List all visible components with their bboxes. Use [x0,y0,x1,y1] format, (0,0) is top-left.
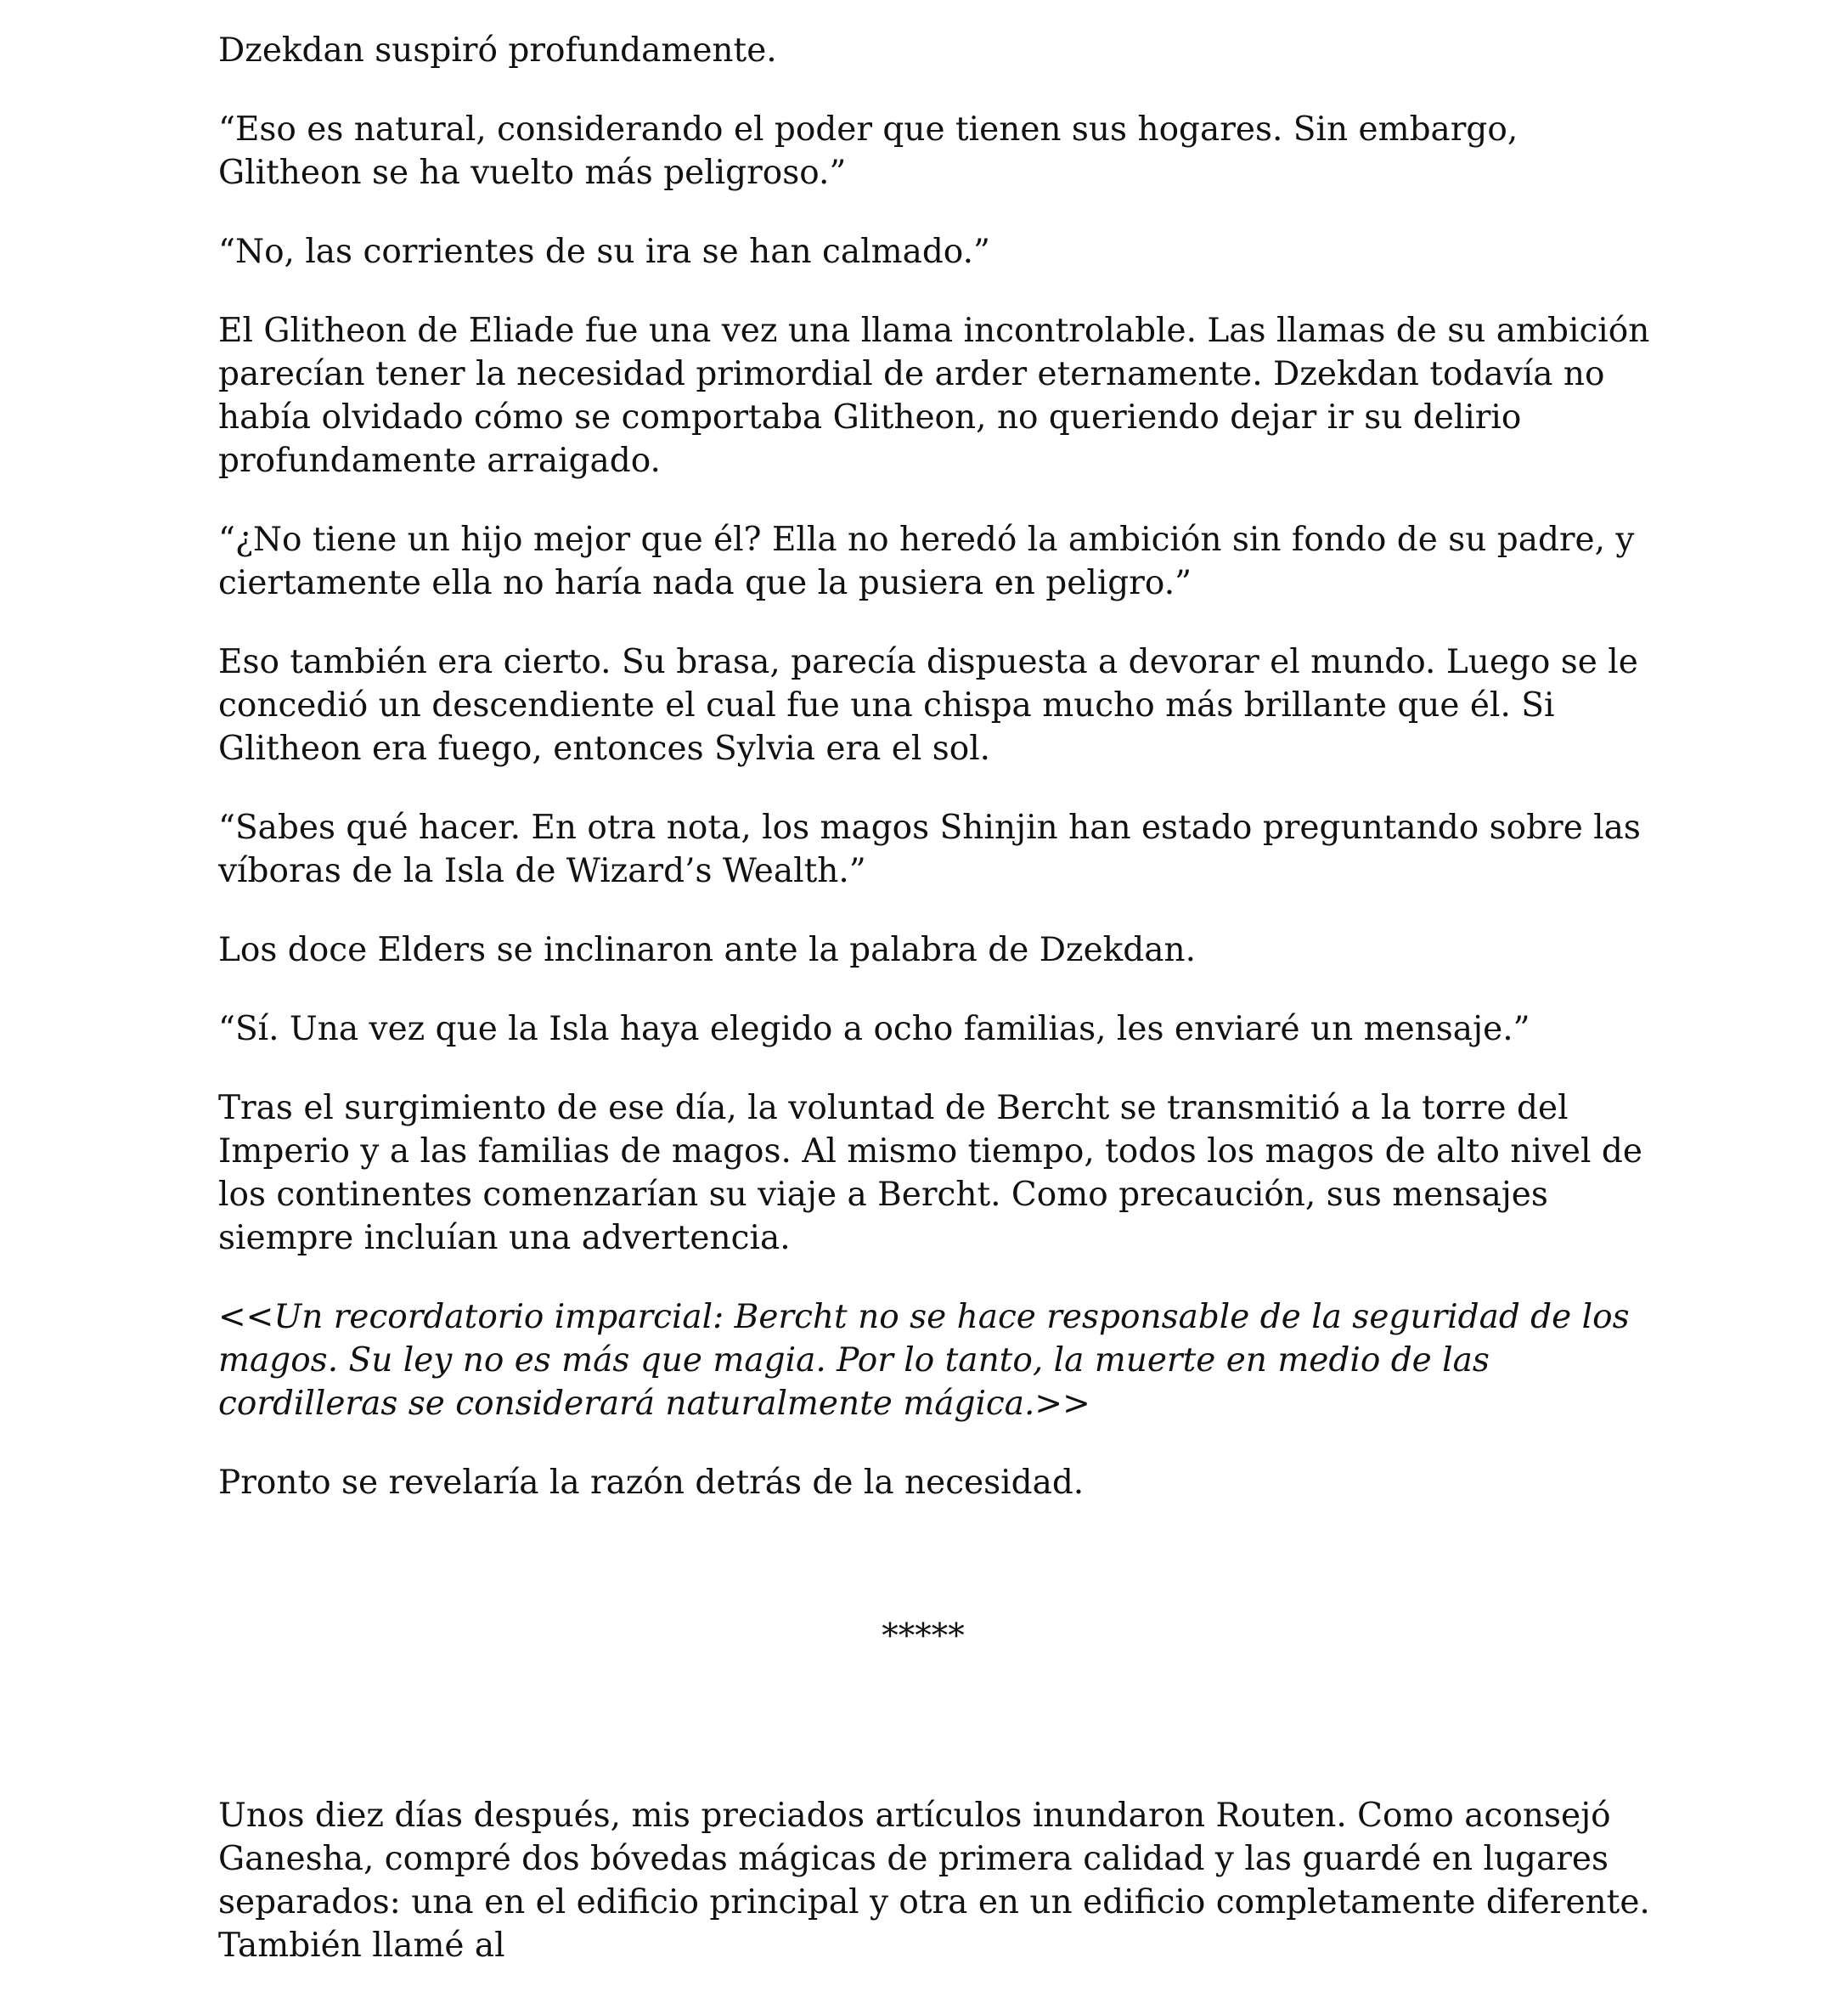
closing-paragraph: Unos diez días después, mis preciados artículos inundaron Routen. Como aconsejó Ganesha, compré dos bóvedas mágicas de primera calidad y las guardé en lugares separados: una en el edificio principal y otra en un edificio completamente diferente. También llamé al [218,1797,1650,1965]
paragraph: “Sí. Una vez que la Isla haya elegido a ocho familias, les enviaré un mensaje.” [218,1010,1530,1048]
document-page [218,29,1662,2003]
paragraph: El Glitheon de Eliade fue una vez una llama incontrolable. Las llamas de su ambición parecían tener la necesidad primordial de arder eternamente. Dzekdan todavía no había olvidado cómo se comportaba Glitheon, no queriendo dejar ir su delirio profundamente arraigado. [218,312,1650,480]
paragraph: Pronto se revelaría la razón detrás de la necesidad. [218,1464,1085,1502]
paragraph: “Eso es natural, considerando el poder que tienen sus hogares. Sin embargo, Glitheon se ha vuelto más peligroso.” [218,110,1518,192]
paragraph: “No, las corrientes de su ira se han calmado.” [218,233,990,271]
paragraph: Tras el surgimiento de ese día, la voluntad de Bercht se transmitió a la torre del Imperio y a las familias de magos. Al mismo tiempo, todos los magos de alto nivel de los continentes comenzarían su viaje a Bercht. Como precaución, sus mensajes siempre incluían una advertencia. [218,1089,1642,1257]
paragraph: “Sabes qué hacer. En otra nota, los magos Shinjin han estado preguntando sobre las víboras de la Isla de Wizard’s Wealth.” [218,809,1641,890]
italic-warning-paragraph: <<Un recordatorio imparcial: Bercht no se hace responsable de la seguridad de los magos. Su ley no es más que magia. Por lo tanto, la muerte en medio de las cordilleras se considerará naturalmente mágica.>> [218,1298,1630,1423]
paragraph: “¿No tiene un hijo mejor que él? Ella no heredó la ambición sin fondo de su padre, y ciertamente ella no haría nada que la pusiera en peligro.” [218,521,1635,602]
paragraph: Los doce Elders se inclinaron ante la palabra de Dzekdan. [218,931,1197,969]
paragraph: Eso también era cierto. Su brasa, parecía dispuesta a devorar el mundo. Luego se le concedió un descendiente el cual fue una chispa mucho más brillante que él. Si Glitheon era fuego, entonces Sylvia era el sol. [218,643,1638,768]
section-separator: ***** [882,1617,965,1656]
paragraph: Dzekdan suspiró profundamente. [218,31,777,70]
